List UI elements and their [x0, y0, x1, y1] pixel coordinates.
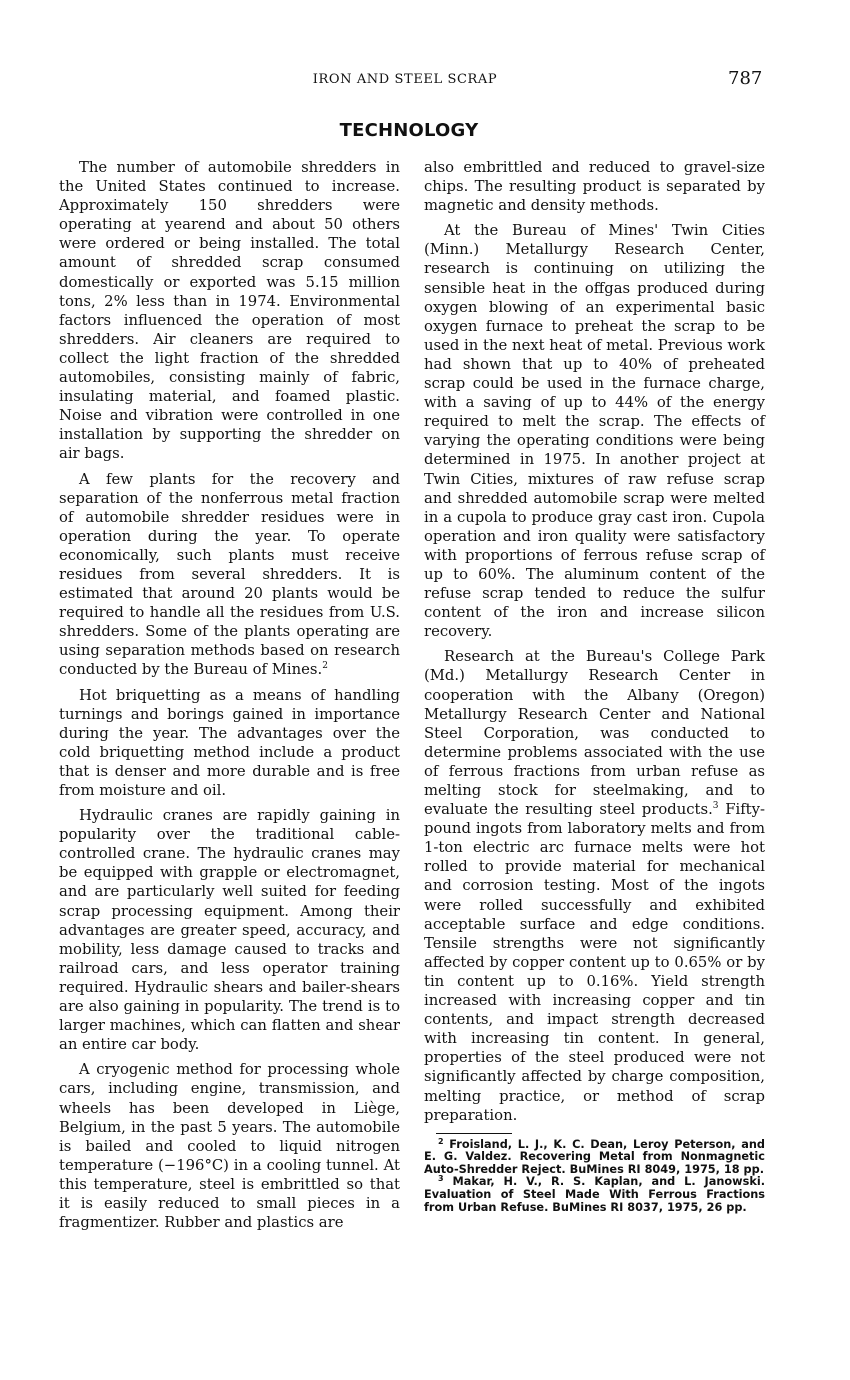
running-header — [0, 68, 850, 92]
footnote-mark: 2 — [438, 1136, 444, 1146]
footnote — [424, 1136, 766, 1177]
paragraph-text: Fifty-pound ingots from laboratory melts and from 1-ton electric arc furnace melts were hot rolled to provide material for mechanical and corrosion testing. Most of the ingots were rolled successfully and exhibited acceptable surface and edge conditions. Tensile strengths were not significantly affected by copper content up to 0.65% or by tin content up to 0.16%. Yield strength increased with increasing copper and tin contents, and impact strength decreased with increasing tin content. In general, properties of the steel produced were not significantly affected by charge composition, melting practice, or method of scrap preparation. — [424, 801, 765, 1124]
page-number: 787 — [728, 68, 763, 89]
footnote-ref[interactable]: 3 — [712, 801, 719, 812]
left-column — [59, 158, 400, 1238]
paragraph — [59, 470, 400, 680]
footnote-text: Makar, H. V., R. S. Kaplan, and L. Janowski. Evaluation of Steel Made With Ferrous Fractions from Urban Refuse. BuMines RI 8037, 1975, 26 pp. — [424, 1175, 765, 1214]
paragraph: Hydraulic cranes are rapidly gaining in popularity over the traditional cable-controlled crane. The hydraulic cranes may be equipped with grapple or electromagnet, and are particularly well suited for feeding scrap processing equipment. Among their advantages are greater speed, accuracy, and mobility, less damage caused to tracks and railroad cars, and less operator training required. Hydraulic shears and bailer-shears are also gaining in popularity. The trend is to larger machines, which can flatten and shear an entire car body. — [59, 807, 400, 1054]
footnote-ref[interactable]: 2 — [322, 661, 328, 672]
paragraph-text: Research at the Bureau's College Park (Md.) Metallurgy Research Center in cooperation with the Albany (Oregon) Metallurgy Research Center and National Steel Corporation, was conducted to determine problems associated with the use of ferrous fractions from urban refuse as melting stock for steelmaking, and to evaluate the resulting steel products. — [424, 648, 765, 819]
right-column — [424, 158, 765, 1214]
paragraph: At the Bureau of Mines' Twin Cities (Minn.) Metallurgy Research Center, research is continuing on utilizing the sensible heat in the offgas produced during oxygen blowing of an experimental basic oxygen furnace to preheat the scrap to be used in the next heat of metal. Previous work had shown that up to 40% of preheated scrap could be used in the furnace charge, with a saving of up to 44% of the energy required to melt the scrap. The effects of varying the operating conditions were being determined in 1975. In another project at Twin Cities, mixtures of raw refuse scrap and shredded automobile scrap were melted in a cupola to produce gray cast iron. Cupola operation and iron quality were satisfactory with proportions of ferrous refuse scrap of up to 60%. The aluminum content of the refuse scrap tended to reduce the sulfur content of the iron and increase silicon recovery. — [424, 222, 766, 641]
footnote — [424, 1176, 765, 1214]
paragraph — [424, 647, 765, 1124]
footnote-text: Froisland, L. J., K. C. Dean, Leroy Peterson, and E. G. Valdez. Recovering Metal from Nonmagnetic Auto-Shredder Reject. BuMines RI 8049, 1975, 18 pp. — [424, 1137, 766, 1176]
footnote-divider — [436, 1133, 512, 1134]
section-heading: TECHNOLOGY — [339, 120, 479, 141]
paragraph: also embrittled and reduced to gravel-size chips. The resulting product is separated by magnetic and density methods. — [424, 159, 765, 215]
paragraph: Hot briquetting as a means of handling turnings and borings gained in importance during the year. The advantages over the cold briquetting method include a product that is denser and more durable and is free from moisture and oil. — [59, 686, 400, 799]
footnote-mark: 3 — [438, 1174, 444, 1184]
paragraph: The number of automobile shredders in the United States continued to increase. Approximately 150 shredders were operating at yearend and about 50 others were ordered or being installed. The total amount of shredded scrap consumed domestically or exported was 5.15 million tons, 2% less than in 1974. Environmental factors influenced the operation of most shredders. Air cleaners are required to collect the light fraction of the shredded automobiles, consisting mainly of fabric, insulating material, and foamed plastic. Noise and vibration were controlled in one installation by supporting the shredder on air bags. — [59, 159, 400, 463]
paragraph-text: A few plants for the recovery and separation of the nonferrous metal fraction of automobile shredder residues were in operation during the year. To operate economically, such plants must receive residues from several shredders. It is estimated that around 20 plants would be required to handle all the residues from U.S. shredders. Some of the plants operating are using separation methods based on research conducted by the Bureau of Mines. — [59, 470, 400, 679]
running-title: IRON AND STEEL SCRAP — [312, 72, 498, 87]
paragraph: A cryogenic method for processing whole cars, including engine, transmission, and wheels has been developed in Liège, Belgium, in the past 5 years. The automobile is bailed and cooled to liquid nitrogen temperature (−196°C) in a cooling tunnel. At this temperature, steel is embrittled so that it is easily reduced to small pieces in a fragmentizer. Rubber and plastics are — [59, 1061, 400, 1232]
